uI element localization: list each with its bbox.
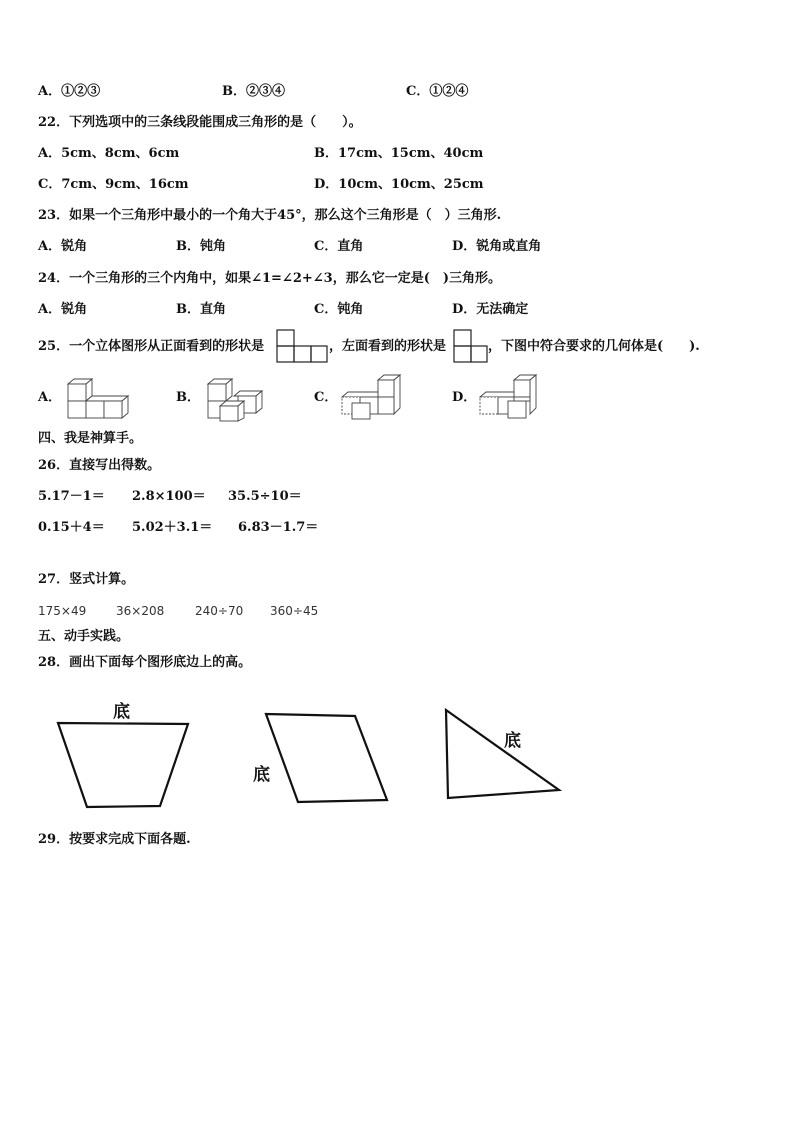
q25-stem-row [0, 337, 794, 357]
q26-item[interactable]: 0.15＋4＝ [38, 520, 105, 535]
q23-option-b[interactable]: B．钝角 [176, 239, 226, 254]
q26-item[interactable]: 5.02＋3.1＝ [132, 520, 213, 535]
q21-option-a[interactable]: A．①②③ [38, 84, 101, 99]
q28-stem: 28．画出下面每个图形底边上的高。 [38, 655, 252, 670]
q27-items [0, 601, 794, 621]
q22-option-c[interactable]: C．7cm、9cm、16cm [38, 177, 189, 192]
q25-option-c[interactable]: C． [314, 390, 338, 405]
q24-option-b[interactable]: B．直角 [176, 302, 226, 317]
q26-item[interactable]: 35.5÷10＝ [228, 489, 302, 504]
q24-stem: 24．一个三角形的三个内角中，如果∠1=∠2+∠3，那么它一定是( )三角形。 [38, 271, 501, 286]
q25-figure-b [204, 378, 266, 422]
q23-stem-row [0, 206, 794, 226]
trapezoid-shape [58, 723, 188, 807]
q25-stem-part3: ，下图中符合要求的几何体是( ). [488, 339, 700, 354]
q25-option-d[interactable]: D． [452, 390, 477, 405]
q24-stem-row [0, 269, 794, 289]
section-5-heading-row [0, 627, 794, 647]
q26-item[interactable]: 2.8×100＝ [132, 489, 206, 504]
section-5-heading: 五、动手实践。 [38, 629, 130, 644]
q22-stem-row [0, 113, 794, 133]
q24-option-a[interactable]: A．锐角 [38, 302, 88, 317]
section-4-heading-row [0, 429, 794, 449]
left-view-icon [453, 329, 489, 363]
q25-figure-c [340, 374, 404, 420]
q25-option-a[interactable]: A． [38, 390, 62, 405]
q24-option-c[interactable]: C．钝角 [314, 302, 364, 317]
q23-option-c[interactable]: C．直角 [314, 239, 364, 254]
section-4-heading: 四、我是神算手。 [38, 431, 143, 446]
q25-figure-a [66, 378, 132, 420]
q21-option-b[interactable]: B．②③④ [222, 84, 285, 99]
q23-stem: 23．如果一个三角形中最小的一个角大于45°，那么这个三角形是（ ）三角形. [38, 208, 502, 223]
q29-stem-row [0, 830, 794, 850]
q26-item[interactable]: 6.83－1.7＝ [238, 520, 319, 535]
q22-options-row2 [0, 175, 794, 195]
q27-stem: 27．竖式计算。 [38, 572, 135, 587]
q27-item[interactable]: 360÷45 [270, 604, 319, 618]
q22-option-a[interactable]: A．5cm、8cm、6cm [38, 146, 180, 161]
q22-options-row1 [0, 144, 794, 164]
q22-option-b[interactable]: B．17cm、15cm、40cm [314, 146, 484, 161]
q25-stem-part1: 25．一个立体图形从正面看到的形状是 [38, 339, 265, 354]
q27-item[interactable]: 36×208 [116, 604, 165, 618]
triangle-shape [446, 710, 559, 798]
q21-options [0, 82, 794, 102]
q28-figures [0, 690, 794, 820]
q24-option-d[interactable]: D．无法确定 [452, 302, 529, 317]
q21-option-c[interactable]: C．①②④ [406, 84, 469, 99]
q27-item[interactable]: 175×49 [38, 604, 87, 618]
front-view-icon [276, 329, 328, 363]
trapezoid-base-label: 底 [113, 702, 130, 722]
parallelogram-base-label: 底 [253, 765, 270, 785]
q27-stem-row [0, 570, 794, 590]
q25-option-b[interactable]: B． [176, 390, 200, 405]
q27-item[interactable]: 240÷70 [195, 604, 244, 618]
q23-option-d[interactable]: D．锐角或直角 [452, 239, 542, 254]
q25-figure-d [478, 374, 542, 420]
q25-stem-part2: ，左面看到的形状是 [329, 339, 447, 354]
q22-stem: 22．下列选项中的三条线段能围成三角形的是（ ）。 [38, 115, 362, 130]
q26-stem-row [0, 456, 794, 476]
q24-options [0, 300, 794, 320]
q26-item[interactable]: 5.17－1＝ [38, 489, 105, 504]
q23-options [0, 237, 794, 257]
q26-row2 [0, 518, 794, 538]
q22-option-d[interactable]: D．10cm、10cm、25cm [314, 177, 484, 192]
q23-option-a[interactable]: A．锐角 [38, 239, 88, 254]
q26-row1 [0, 487, 794, 507]
q28-stem-row [0, 653, 794, 673]
parallelogram-shape [266, 714, 387, 802]
q29-stem: 29．按要求完成下面各题. [38, 832, 191, 847]
triangle-base-label: 底 [504, 731, 521, 751]
q26-stem: 26．直接写出得数。 [38, 458, 161, 473]
